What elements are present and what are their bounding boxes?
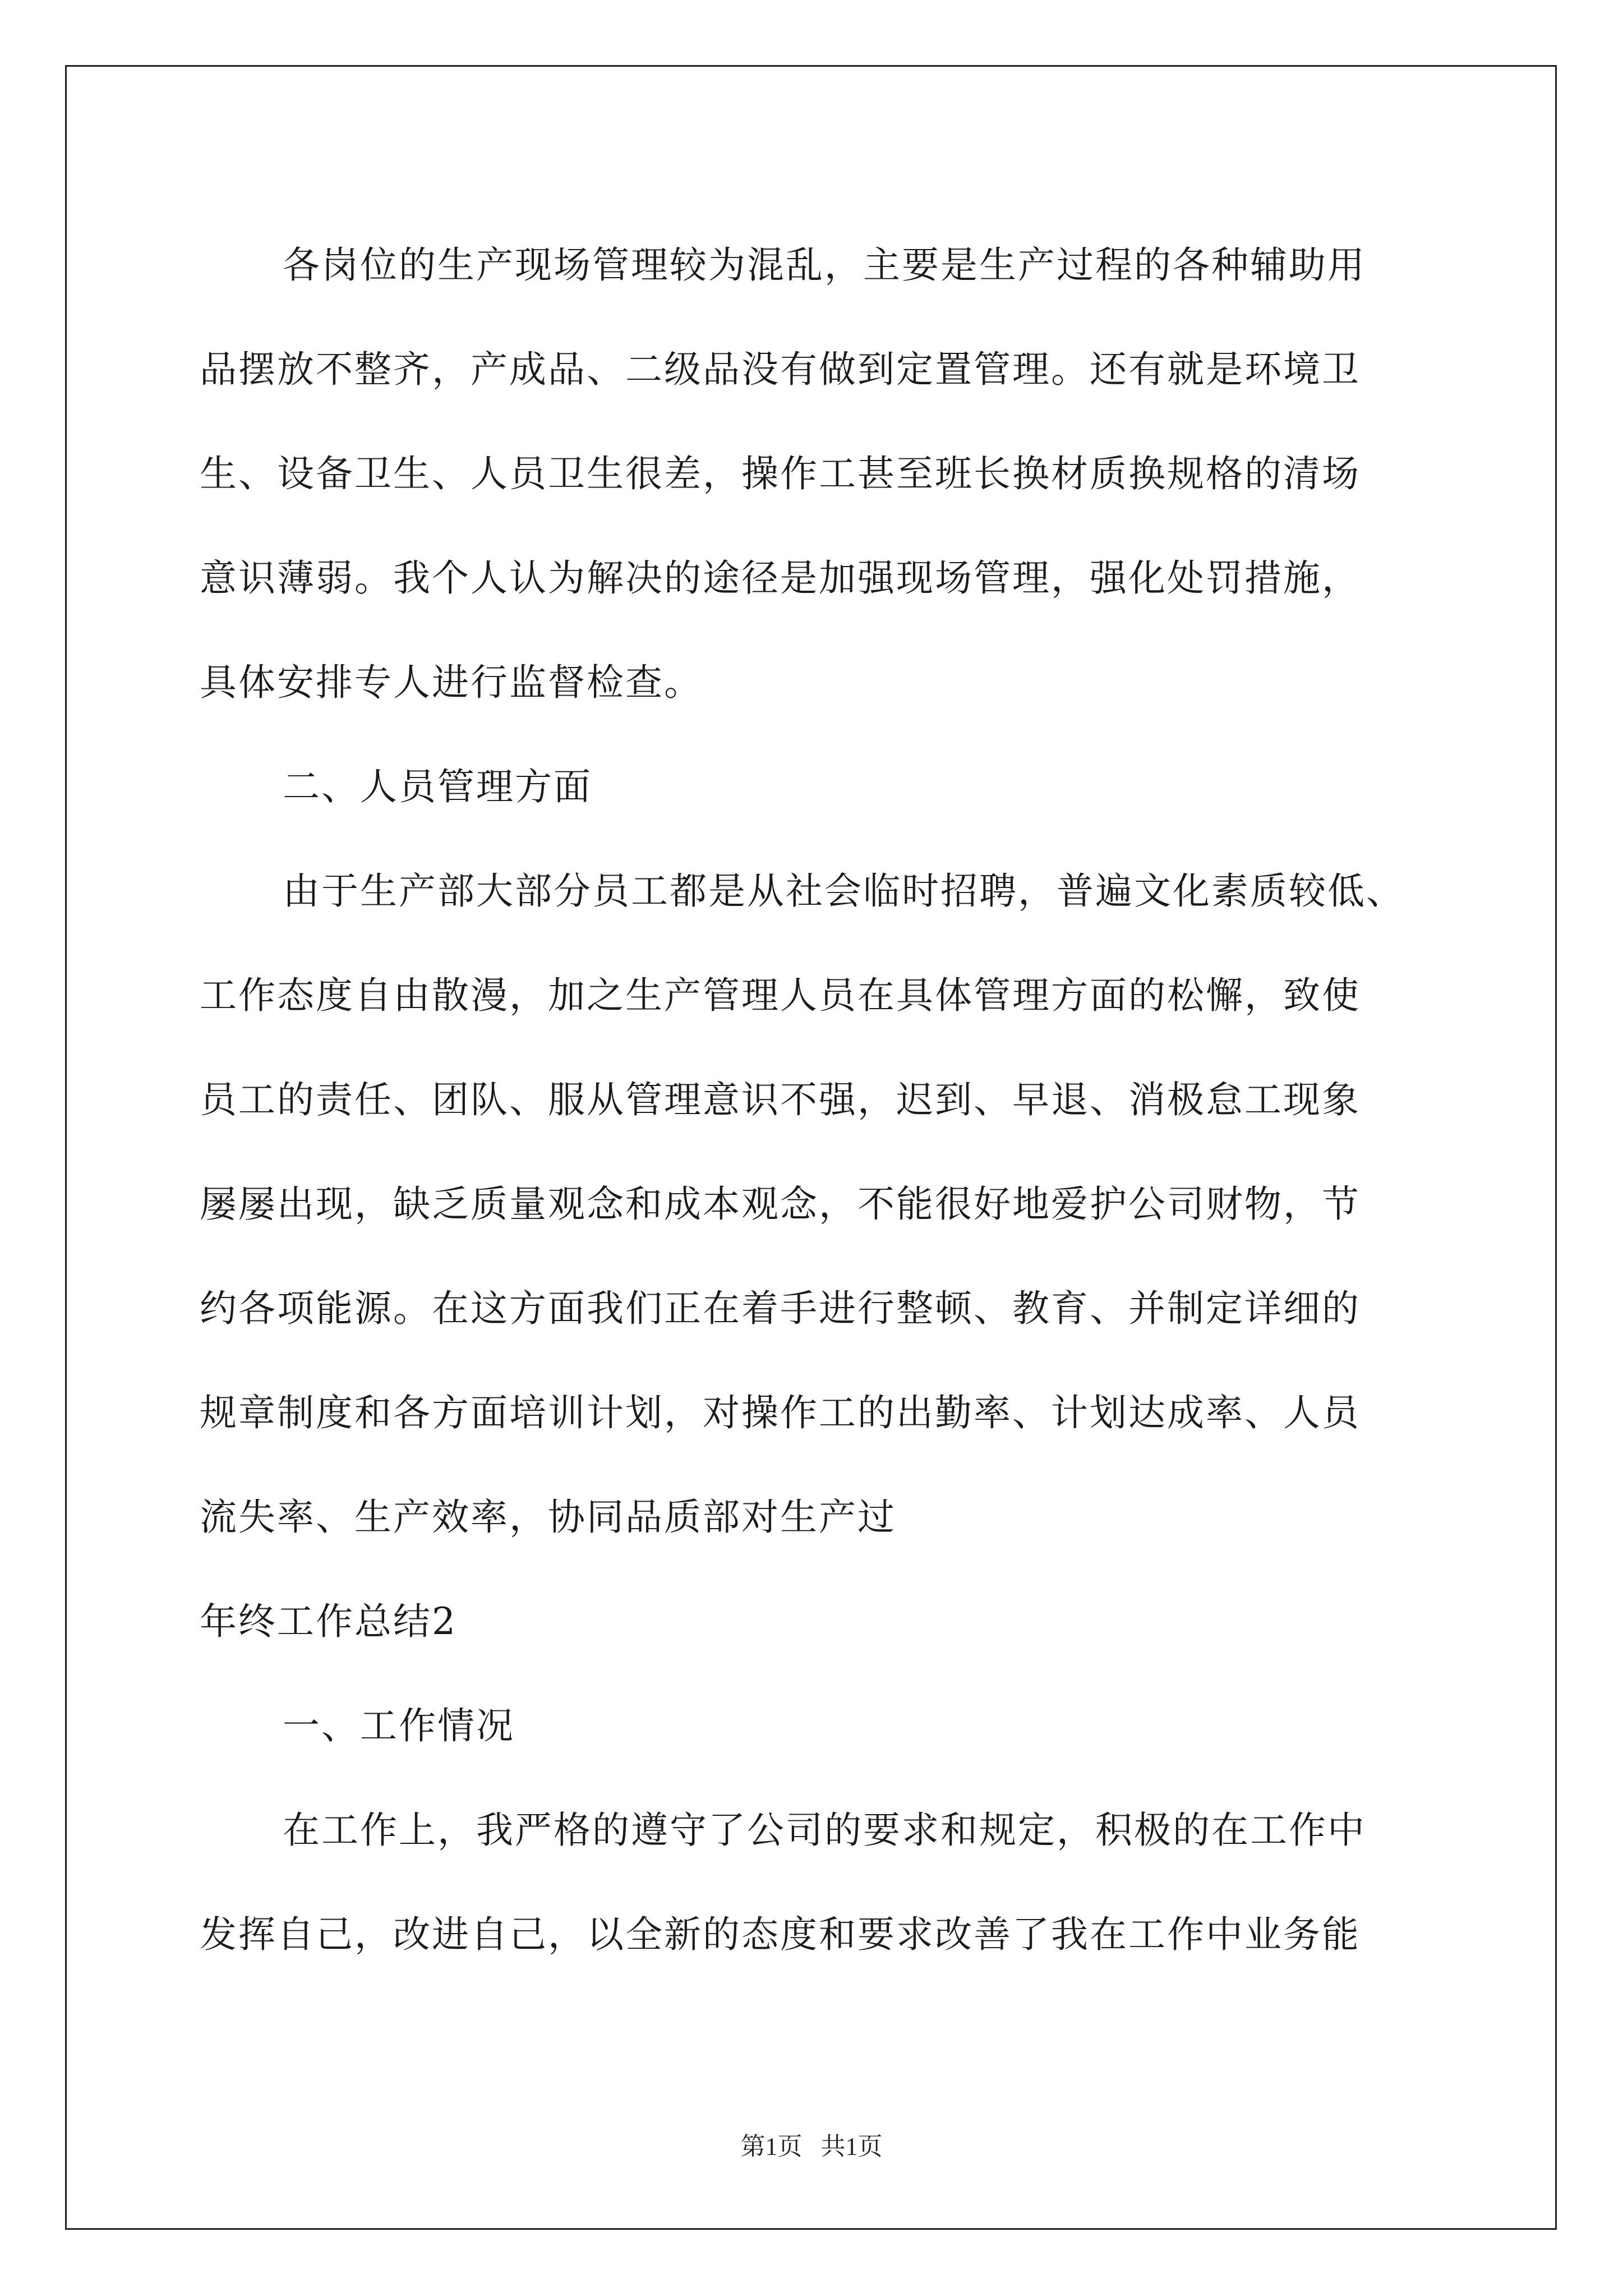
text-line-4: 意识薄弱。我个人认为解决的途径是加强现场管理，强化处罚措施，: [200, 556, 1361, 600]
section-heading-work: 一、工作情况: [283, 1704, 515, 1747]
text-line-10: 屡屡出现，缺乏质量观念和成本观念，不能很好地爱护公司财物，节: [200, 1182, 1361, 1226]
text-line-7: 由于生产部大部分员工都是从社会临时招聘，普遍文化素质较低、: [283, 869, 1405, 913]
text-line-1: 各岗位的生产现场管理较为混乱，主要是生产过程的各种辅助用: [283, 243, 1366, 287]
text-line-9: 员工的责任、团队、服从管理意识不强，迟到、早退、消极怠工现象: [200, 1078, 1361, 1121]
text-line-2: 品摆放不整齐，产成品、二级品没有做到定置管理。还有就是环境卫: [200, 348, 1361, 391]
text-line-5: 具体安排专人进行监督检查。: [200, 661, 703, 704]
text-line-13: 流失率、生产效率，协同品质部对生产过: [200, 1496, 896, 1539]
text-line-17: 发挥自己，改进自己，以全新的态度和要求改善了我在工作中业务能: [200, 1913, 1361, 1956]
text-line-11: 约各项能源。在这方面我们正在着手进行整顿、教育、并制定详细的: [200, 1287, 1361, 1330]
text-line-16: 在工作上，我严格的遵守了公司的要求和规定，积极的在工作中: [283, 1809, 1366, 1852]
section-heading-personnel: 二、人员管理方面: [283, 765, 592, 808]
text-line-8: 工作态度自由散漫，加之生产管理人员在具体管理方面的松懈，致使: [200, 974, 1361, 1017]
document-body: [200, 213, 1433, 1987]
document-title: 年终工作总结2: [200, 1600, 457, 1643]
text-line-3: 生、设备卫生、人员卫生很差，操作工甚至班长换材质换规格的清场: [200, 452, 1361, 495]
page-number-footer: 第1页 共1页: [740, 2133, 883, 2160]
text-line-12: 规章制度和各方面培训计划，对操作工的出勤率、计划达成率、人员: [200, 1391, 1361, 1434]
